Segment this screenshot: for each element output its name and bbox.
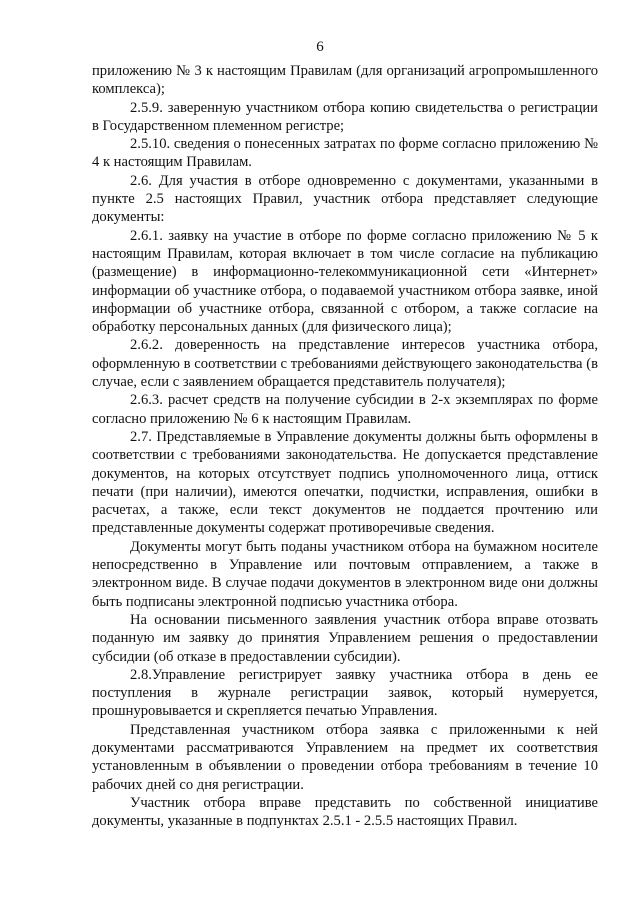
paragraph: 2.6.1. заявку на участие в отборе по форме согласно приложению № 5 к настоящим Правилам, которая включает в том числе согласие на публикацию (размещение) в информационно-телекоммуникационной сети «Интернет» информации об участнике отбора, о подаваемой участником отбора заявке, иной информации об участнике отбора, связанной с отбором, а также согласие на обработку персональных данных (для физического лица);: [92, 227, 598, 336]
paragraph: Документы могут быть поданы участником отбора на бумажном носителе непосредственно в Управление или почтовым отправлением, а также в электронном виде. В случае подачи документов в электронном виде они должны быть подписаны электронной подписью участника отбора.: [92, 538, 598, 610]
paragraph: 2.7. Представляемые в Управление документы должны быть оформлены в соответствии с требованиями законодательства. Не допускается представление документов, на которых отсутствует подпись уполномоченного лица, оттиск печати (при наличии), имеются опечатки, подчистки, исправления, ошибки в расчетах, а также, если текст документов не поддается прочтению или представленные документы содержат противоречивые сведения.: [92, 428, 598, 537]
paragraph: 2.5.10. сведения о понесенных затратах по форме согласно приложению № 4 к настоящим Правилам.: [92, 136, 598, 171]
paragraph: 2.6.2. доверенность на представление интересов участника отбора, оформленную в соответствии с требованиями действующего законодательства (в случае, если с заявлением обращается представитель получателя);: [92, 337, 598, 391]
paragraph: 2.8.Управление регистрирует заявку участника отбора в день ее поступления в журнале регистрации заявок, который нумеруется, прошнуровывается и скрепляется печатью Управления.: [92, 666, 598, 720]
document-body: [92, 62, 598, 830]
paragraph: Участник отбора вправе представить по собственной инициативе документы, указанные в подпунктах 2.5.1 - 2.5.5 настоящих Правил.: [92, 794, 598, 830]
page-number: 6: [316, 39, 324, 55]
paragraph: 2.6.3. расчет средств на получение субсидии в 2-х экземплярах по форме согласно приложению № 6 к настоящим Правилам.: [92, 392, 598, 427]
paragraph: На основании письменного заявления участник отбора вправе отозвать поданную им заявку до принятия Управлением решения о предоставлении субсидии (об отказе в предоставлении субсидии).: [92, 611, 598, 665]
paragraph: приложению № 3 к настоящим Правилам (для организаций агропромышленного комплекса);: [92, 63, 598, 98]
paragraph: 2.6. Для участия в отборе одновременно с документами, указанными в пункте 2.5 настоящих Правил, участник отбора представляет следующие документы:: [92, 172, 598, 226]
paragraph: Представленная участником отбора заявка с приложенными к ней документами рассматриваются Управлением на предмет их соответствия установленным в объявлении о проведении отбора требованиям в течение 10 рабочих дней со дня регистрации.: [92, 721, 598, 793]
paragraph: 2.5.9. заверенную участником отбора копию свидетельства о регистрации в Государственном племенном регистре;: [92, 99, 598, 134]
